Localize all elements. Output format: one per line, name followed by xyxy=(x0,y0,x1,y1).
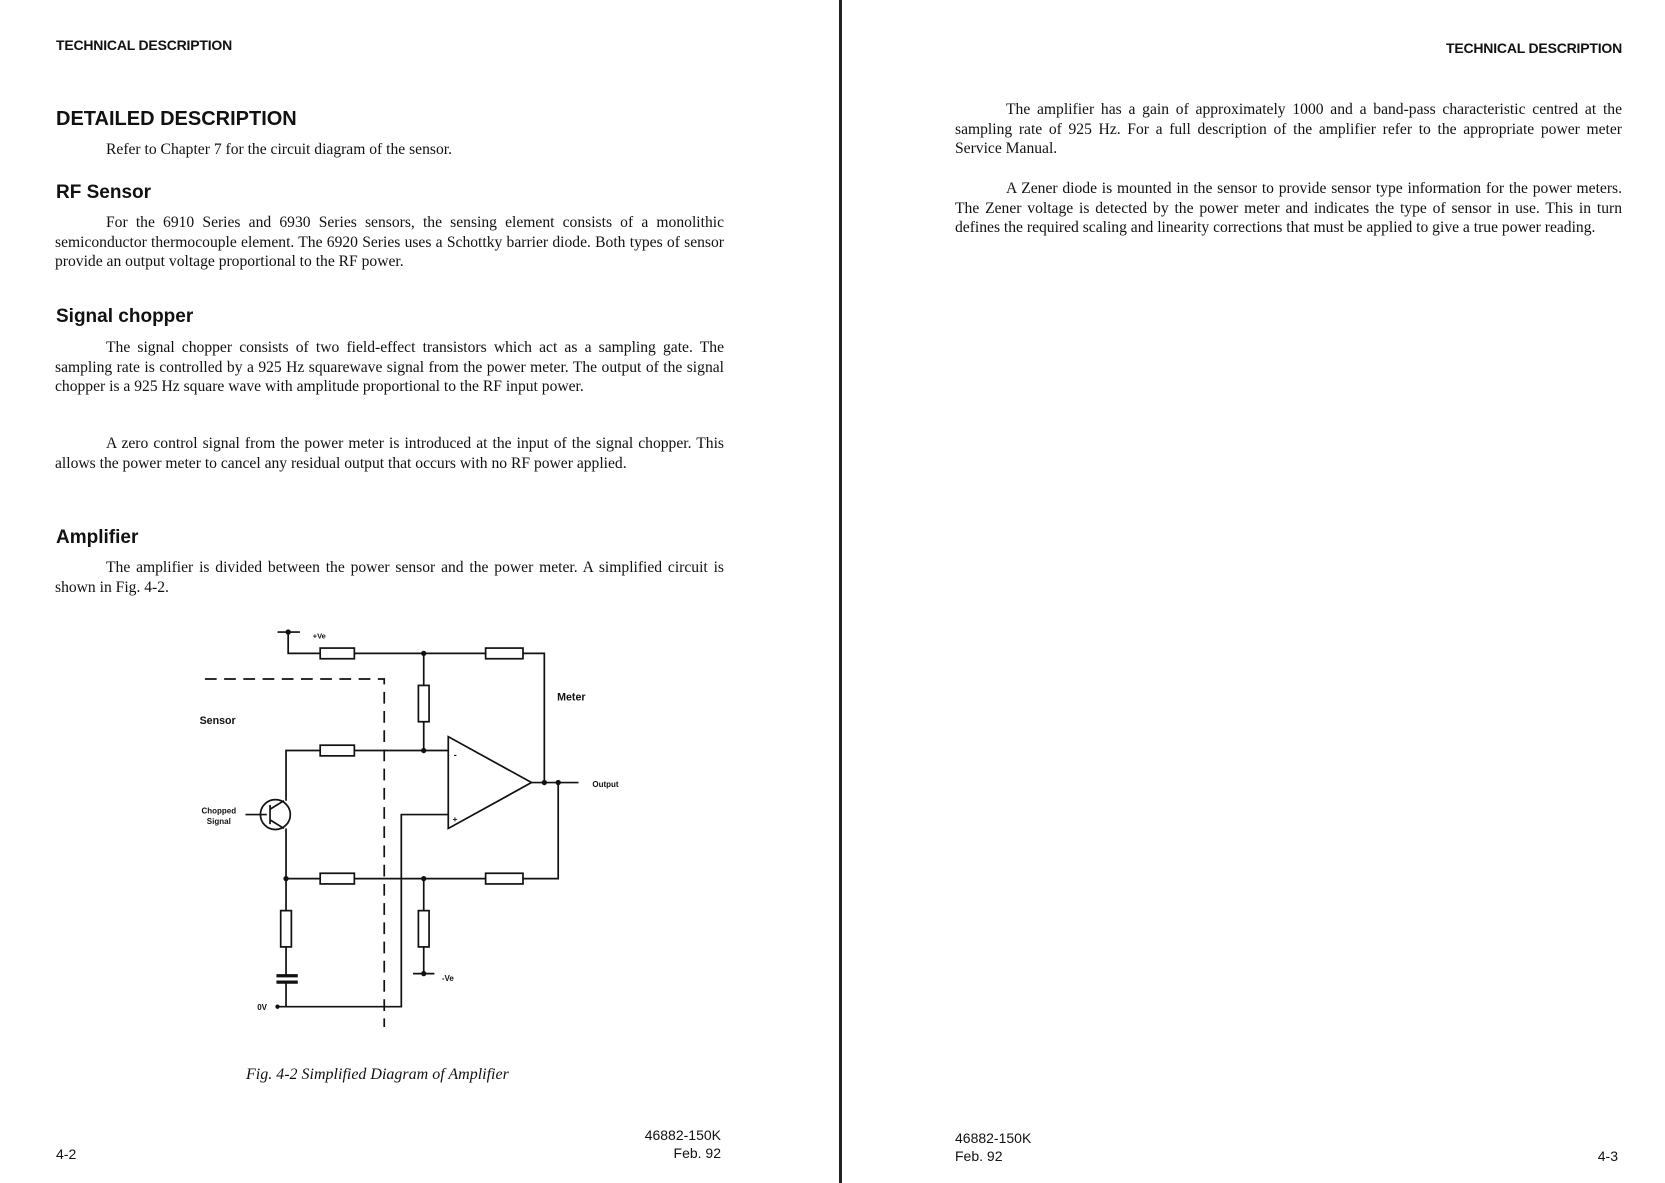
date-left: Feb. 92 xyxy=(673,1145,721,1161)
paragraph: The signal chopper consists of two field-effect transistors which act as a sampling gate. The sampling rate is controlled by a 925 Hz squarewave signal from the power meter. The output of the signal chopper is a 925 Hz square wave with amplitude proportional to the RF input power. xyxy=(55,339,724,396)
label-minus: - xyxy=(453,749,457,761)
resistor xyxy=(281,911,292,947)
figure-caption: Fig. 4-2 Simplified Diagram of Amplifier xyxy=(246,1066,509,1083)
paragraph: A Zener diode is mounted in the sensor to provide sensor type information for the power meters. The Zener voltage is detected by the power meter and indicates the type of sensor in use. This in turn defines the required scaling and linearity corrections that must be applied to give a true power reading. xyxy=(955,180,1622,237)
resistor xyxy=(418,685,429,721)
label-meter: Meter xyxy=(557,691,586,704)
intro-text: Refer to Chapter 7 for the circuit diagram of the sensor. xyxy=(106,141,452,158)
section-heading-amplifier: Amplifier xyxy=(56,527,139,548)
resistor xyxy=(320,648,354,659)
paragraph: A zero control signal from the power meter is introduced at the input of the signal chopper. This allows the power meter to cancel any residual output that occurs with no RF power applied. xyxy=(55,435,724,472)
resistor xyxy=(486,873,523,884)
paragraph: The amplifier has a gain of approximately 1000 and a band-pass characteristic centred at the sampling rate of 925 Hz. For a full description of the amplifier refer to the appropriate power meter Service Manual. xyxy=(955,101,1622,158)
date-right: Feb. 92 xyxy=(955,1148,1003,1164)
label-pos-supply: +Ve xyxy=(312,631,326,641)
label-neg-supply: -Ve xyxy=(441,974,454,984)
paragraph: For the 6910 Series and 6930 Series sensors, the sensing element consists of a monolithic semiconductor thermocouple element. The 6920 Series uses a Schottky barrier diode. Both types of sensor provide an output voltage proportional to the RF power. xyxy=(55,214,724,271)
label-chopped: Chopped xyxy=(201,806,237,816)
page-title: DETAILED DESCRIPTION xyxy=(56,108,297,130)
op-amp xyxy=(448,737,531,829)
running-header-right: TECHNICAL DESCRIPTION xyxy=(1446,40,1622,56)
resistor xyxy=(418,911,429,947)
doc-number-right: 46882-150K xyxy=(955,1130,1032,1146)
paragraph: The amplifier is divided between the power sensor and the power meter. A simplified circuit is shown in Fig. 4-2. xyxy=(55,559,724,596)
section-heading-rf-sensor: RF Sensor xyxy=(56,182,152,203)
label-signal: Signal xyxy=(206,817,231,827)
page-number-left: 4-2 xyxy=(56,1146,77,1162)
page-divider xyxy=(839,0,842,1183)
running-header-left: TECHNICAL DESCRIPTION xyxy=(56,37,232,53)
label-sensor: Sensor xyxy=(199,714,236,727)
section-heading-signal-chopper: Signal chopper xyxy=(56,306,194,327)
doc-number-left: 46882-150K xyxy=(644,1127,721,1143)
label-output: Output xyxy=(592,779,619,789)
resistor xyxy=(486,648,523,659)
resistor xyxy=(320,873,354,884)
resistor xyxy=(320,745,354,756)
label-plus: + xyxy=(452,814,458,825)
label-zero-volts: 0V xyxy=(257,1002,268,1012)
page-number-right: 4-3 xyxy=(1597,1148,1618,1164)
